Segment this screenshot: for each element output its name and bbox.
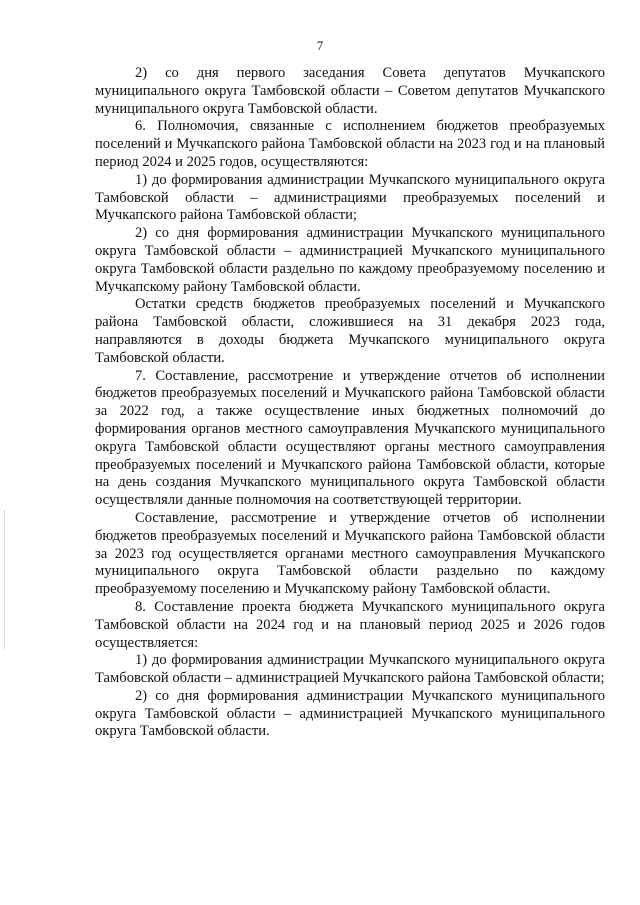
paragraph-section-6: 6. Полномочия, связанные с исполнением бюджетов преобразуемых поселений и Мучкапского района Тамбовской области на 2023 год и на плановый период 2024 и 2025 годов, осуществляются: (95, 118, 605, 170)
page-number: 7 (316, 38, 324, 53)
paragraph-section-6-item-1: 1) до формирования администрации Мучкапского муниципального округа Тамбовской области – администрациями преобразуемых поселений и Мучкапского района Тамбовской области; (95, 171, 605, 224)
scan-margin-mark (4, 510, 9, 650)
paragraph-section-6-item-2: 2) со дня формирования администрации Мучкапского муниципального округа Тамбовской области – администрацией Мучкапского муниципального округа Тамбовской области раздельно по каждому преобразуемому поселению и Мучкапскому району Тамбовской области. (95, 225, 605, 295)
paragraph-section-8: 8. Составление проекта бюджета Мучкапского муниципального округа Тамбовской области на 2024 год и на плановый период 2025 и 2026 годов осуществляется: (95, 598, 605, 651)
paragraph-section-8-item-2: 2) со дня формирования администрации Мучкапского муниципального округа Тамбовской области – администрацией Мучкапского муниципального округа Тамбовской области. (95, 687, 605, 740)
paragraph-section-7-reports-2023: Составление, рассмотрение и утверждение отчетов об исполнении бюджетов преобразуемых поселений и Мучкапского района Тамбовской области за 2023 год осуществляется органами местного самоуправления Мучкапского муниципального округа Тамбовской области раздельно по каждому преобразуемому поселению и Мучкапскому району Тамбовской области. (95, 509, 605, 598)
paragraph-budget-balances: Остатки средств бюджетов преобразуемых поселений и Мучкапского района Тамбовской области, сложившиеся на 31 декабря 2023 года, направляются в доходы бюджета Мучкапского муниципального округа Тамбовской области. (95, 296, 605, 366)
document-body (95, 65, 605, 741)
paragraph-item-2-council: 2) со дня первого заседания Совета депутатов Мучкапского муниципального округа Тамбовской области – Советом депутатов Мучкапского муниципального округа Тамбовской области. (95, 65, 605, 117)
paragraph-section-7: 7. Составление, рассмотрение и утверждение отчетов об исполнении бюджетов преобразуемых поселений и Мучкапского района Тамбовской области за 2022 год, а также осуществление иных бюджетных полномочий до формирования органов местного самоуправления Мучкапского муниципального округа Тамбовской области осуществляют органы местного самоуправления преобразуемых поселений и Мучкапского района Тамбовской области, которые на день создания Мучкапского муниципального округа Тамбовской области осуществляли данные полномочия на соответствующей территории. (95, 367, 605, 509)
paragraph-section-8-item-1: 1) до формирования администрации Мучкапского муниципального округа Тамбовской области – администрацией Мучкапского района Тамбовской области; (95, 652, 605, 687)
